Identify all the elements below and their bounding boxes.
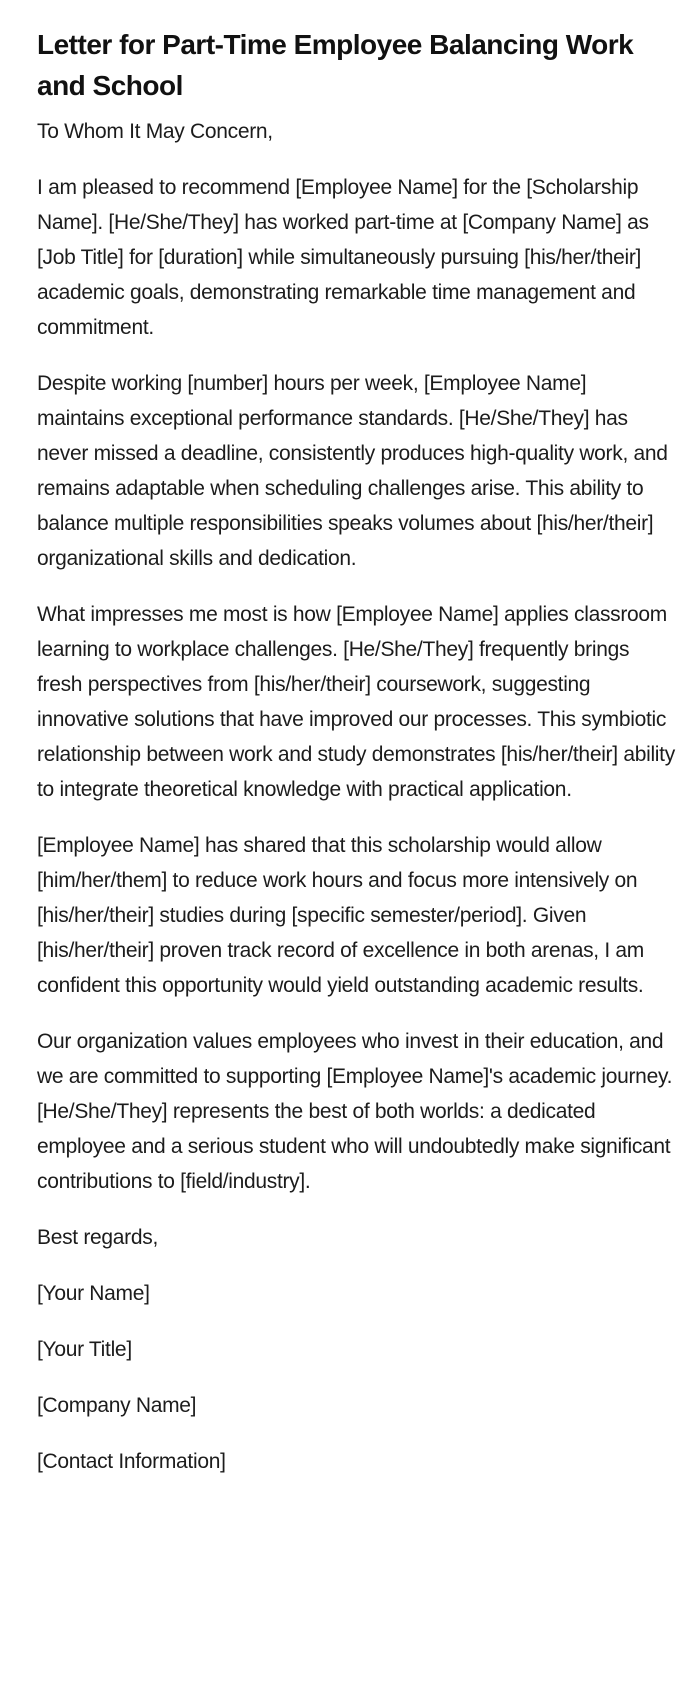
salutation: To Whom It May Concern, xyxy=(37,120,273,143)
signature-company-line: [Company Name] xyxy=(37,1394,197,1417)
signature-title-line: [Your Title] xyxy=(37,1338,132,1361)
signature-contact-line: [Contact Information] xyxy=(37,1450,226,1473)
closing: Best regards, xyxy=(37,1226,158,1249)
page-title: Letter for Part-Time Employee Balancing Work and School xyxy=(37,29,634,101)
letter-paragraph-performance: Despite working [number] hours per week, [Employee Name] maintains exceptional performance standards. [He/She/They] has never missed a deadline, consistently produces high-quality work, and remains adaptable when scheduling challenges arise. This ability to balance multiple responsibilities speaks volumes about [his/her/their] organizational skills and dedication. xyxy=(37,372,668,570)
letter-paragraph-organization-values: Our organization values employees who invest in their education, and we are committed to supporting [Employee Name]'s academic journey. [He/She/They] represents the best of both worlds: a dedicated employee and a serious student who will undoubtedly make significant contributions to [field/industry]. xyxy=(37,1030,673,1193)
signature-name-line: [Your Name] xyxy=(37,1282,150,1305)
letter-paragraph-introduction: I am pleased to recommend [Employee Name] for the [Scholarship Name]. [He/She/They] has worked part-time at [Company Name] as [Job Title] for [duration] while simultaneously pursuing [his/her/their] academic goals, demonstrating remarkable time management and commitment. xyxy=(37,176,649,339)
letter-paragraph-scholarship-impact: [Employee Name] has shared that this scholarship would allow [him/her/them] to reduce work hours and focus more intensively on [his/her/their] studies during [specific semester/period]. Given [his/her/their] proven track record of excellence in both arenas, I am confident this opportunity would yield outstanding academic results. xyxy=(37,834,644,997)
letter-paragraph-classroom-learning: What impresses me most is how [Employee Name] applies classroom learning to workplace challenges. [He/She/They] frequently brings fresh perspectives from [his/her/their] coursework, suggesting innovative solutions that have improved our processes. This symbiotic relationship between work and study demonstrates [his/her/their] ability to integrate theoretical knowledge with practical application. xyxy=(37,603,675,801)
